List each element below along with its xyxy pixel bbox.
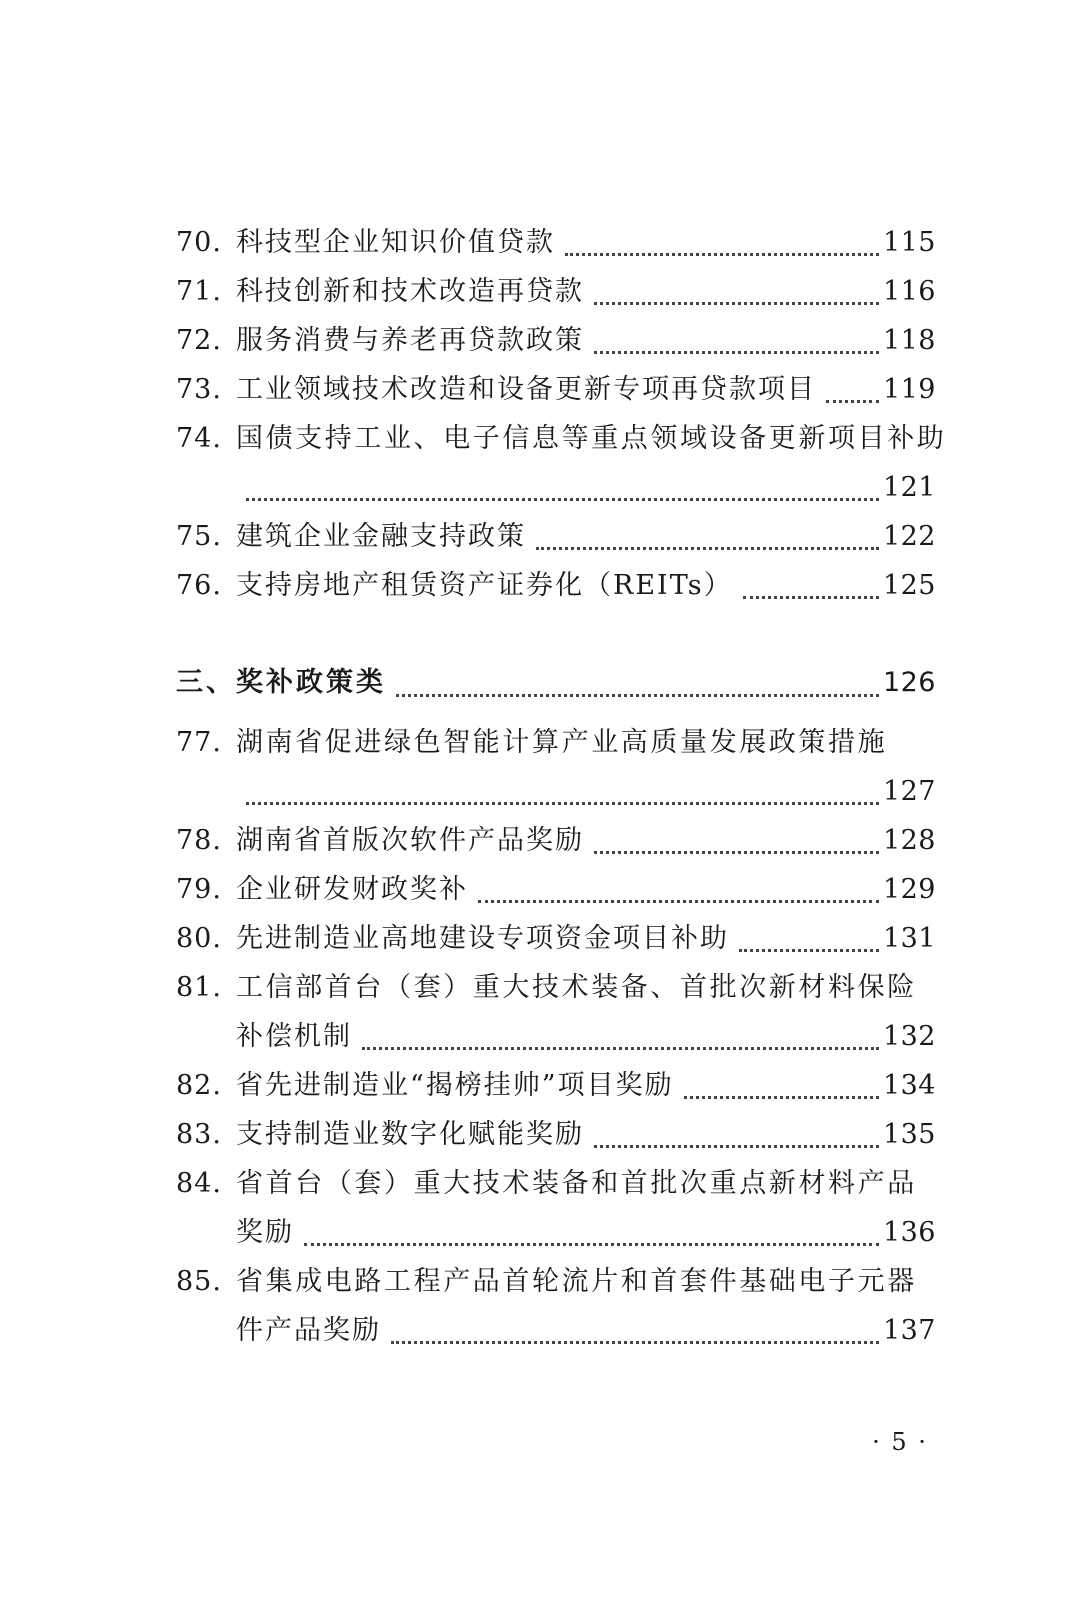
dot-leader bbox=[743, 596, 879, 599]
entry-title: 工信部首台（套）重大技术装备、首批次新材料保险 bbox=[236, 972, 917, 1003]
toc-section-heading[interactable] bbox=[176, 658, 936, 708]
entry-number: 85. bbox=[176, 1266, 222, 1297]
dot-leader bbox=[246, 498, 879, 501]
toc-entry-78[interactable] bbox=[176, 816, 936, 865]
toc-entry-79[interactable] bbox=[176, 865, 936, 914]
dot-leader bbox=[396, 694, 879, 697]
entry-number: 75. bbox=[176, 521, 222, 552]
dot-leader bbox=[594, 351, 879, 354]
toc-entry-84[interactable] bbox=[176, 1159, 936, 1257]
dot-leader bbox=[594, 302, 879, 305]
dot-leader bbox=[536, 547, 879, 550]
entry-title: 建筑企业金融支持政策 bbox=[236, 521, 526, 552]
entry-title: 省先进制造业“揭榜挂帅”项目奖励 bbox=[236, 1070, 674, 1101]
entry-number: 81. bbox=[176, 972, 222, 1003]
entry-number: 83. bbox=[176, 1119, 222, 1150]
dot-leader bbox=[246, 802, 879, 805]
toc-entry-76[interactable] bbox=[176, 561, 936, 610]
table-of-contents bbox=[176, 218, 947, 1355]
toc-entry-72[interactable] bbox=[176, 316, 936, 365]
toc-entry-82[interactable] bbox=[176, 1061, 936, 1110]
toc-entry-74[interactable] bbox=[176, 414, 947, 512]
entry-title: 支持制造业数字化赋能奖励 bbox=[236, 1119, 584, 1150]
entry-title: 支持房地产租赁资产证券化（REITs） bbox=[236, 570, 733, 601]
entry-page: 128 bbox=[882, 825, 936, 856]
toc-entry-77[interactable] bbox=[176, 718, 936, 816]
entry-page: 125 bbox=[882, 570, 936, 601]
dot-leader bbox=[594, 1145, 879, 1148]
entry-page: 131 bbox=[882, 923, 936, 954]
entry-title-continued: 件产品奖励 bbox=[236, 1315, 381, 1346]
dot-leader bbox=[684, 1096, 879, 1099]
toc-entry-71[interactable] bbox=[176, 267, 936, 316]
entry-number: 72. bbox=[176, 325, 222, 356]
entry-page: 134 bbox=[882, 1070, 936, 1101]
entry-title: 国债支持工业、电子信息等重点领域设备更新项目补助 bbox=[236, 423, 947, 454]
toc-entry-85[interactable] bbox=[176, 1257, 936, 1355]
entry-number: 74. bbox=[176, 423, 222, 454]
entry-number: 79. bbox=[176, 874, 222, 905]
entry-title: 湖南省促进绿色智能计算产业高质量发展政策措施 bbox=[236, 727, 888, 758]
dot-leader bbox=[362, 1047, 879, 1050]
entry-title: 企业研发财政奖补 bbox=[236, 874, 468, 905]
entry-page: 119 bbox=[882, 374, 936, 405]
toc-entry-73[interactable] bbox=[176, 365, 936, 414]
section-title: 三、奖补政策类 bbox=[176, 667, 386, 698]
entry-number: 78. bbox=[176, 825, 222, 856]
entry-page: 122 bbox=[882, 521, 936, 552]
entry-number: 80. bbox=[176, 923, 222, 954]
entry-page: 136 bbox=[882, 1217, 936, 1248]
entry-number: 76. bbox=[176, 570, 222, 601]
dot-leader bbox=[565, 253, 879, 256]
entry-page: 135 bbox=[882, 1119, 936, 1150]
entry-title: 先进制造业高地建设专项资金项目补助 bbox=[236, 923, 729, 954]
entry-title: 湖南省首版次软件产品奖励 bbox=[236, 825, 584, 856]
dot-leader bbox=[304, 1243, 879, 1246]
entry-page: 115 bbox=[882, 227, 936, 258]
entry-title: 省集成电路工程产品首轮流片和首套件基础电子元器 bbox=[236, 1266, 917, 1297]
entry-number: 84. bbox=[176, 1168, 222, 1199]
entry-page: 121 bbox=[882, 472, 936, 503]
section-page: 126 bbox=[882, 667, 936, 698]
entry-number: 73. bbox=[176, 374, 222, 405]
entry-number: 77. bbox=[176, 727, 222, 758]
entry-title-continued: 奖励 bbox=[236, 1217, 294, 1248]
entry-page: 127 bbox=[882, 776, 936, 807]
entry-page: 132 bbox=[882, 1021, 936, 1052]
entry-page: 137 bbox=[882, 1315, 936, 1346]
toc-entry-83[interactable] bbox=[176, 1110, 936, 1159]
entry-number: 70. bbox=[176, 227, 222, 258]
page-number: · 5 · bbox=[872, 1428, 928, 1456]
entry-title: 科技创新和技术改造再贷款 bbox=[236, 276, 584, 307]
dot-leader bbox=[739, 949, 879, 952]
entry-number: 82. bbox=[176, 1070, 222, 1101]
dot-leader bbox=[826, 400, 879, 403]
dot-leader bbox=[478, 900, 879, 903]
toc-entry-80[interactable] bbox=[176, 914, 936, 963]
toc-entry-81[interactable] bbox=[176, 963, 936, 1061]
entry-page: 129 bbox=[882, 874, 936, 905]
toc-entry-70[interactable] bbox=[176, 218, 936, 267]
entry-title: 省首台（套）重大技术装备和首批次重点新材料产品 bbox=[236, 1168, 917, 1199]
entry-title: 科技型企业知识价值贷款 bbox=[236, 227, 555, 258]
entry-page: 118 bbox=[882, 325, 936, 356]
dot-leader bbox=[594, 851, 879, 854]
toc-entry-75[interactable] bbox=[176, 512, 936, 561]
entry-title: 工业领域技术改造和设备更新专项再贷款项目 bbox=[236, 374, 816, 405]
dot-leader bbox=[391, 1341, 879, 1344]
entry-title: 服务消费与养老再贷款政策 bbox=[236, 325, 584, 356]
entry-title-continued: 补偿机制 bbox=[236, 1021, 352, 1052]
entry-page: 116 bbox=[882, 276, 936, 307]
entry-number: 71. bbox=[176, 276, 222, 307]
